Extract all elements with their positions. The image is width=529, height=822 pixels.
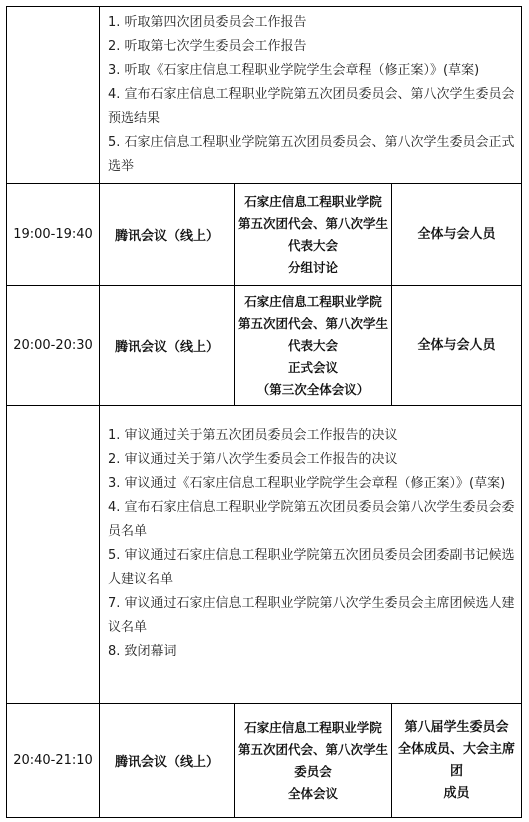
list-item: 4. 宣布石家庄信息工程职业学院第五次团员委员会、第八次学生委员会预选结果 xyxy=(108,87,515,126)
session-people xyxy=(391,184,521,285)
list-item: 1. 审议通过关于第五次团员委员会工作报告的决议 xyxy=(108,428,398,443)
content-line: 第五次团代会、第八次学生 xyxy=(237,215,388,231)
list-item: 5. 石家庄信息工程职业学院第五次团员委员会、第八次学生委员会正式选举 xyxy=(108,135,515,174)
content-line: 委员会 xyxy=(294,763,332,779)
content-line: 代表大会 xyxy=(287,237,338,253)
agenda-table xyxy=(6,6,522,818)
people-line: 第八届学生委员会 xyxy=(404,719,509,735)
session-people xyxy=(391,286,521,405)
session-row xyxy=(7,285,521,405)
content-line: 石家庄信息工程职业学院 xyxy=(244,293,382,309)
content-line: 第五次团代会、第八次学生 xyxy=(237,741,388,757)
session-place: 腾讯会议（线上） xyxy=(99,184,234,285)
list-item: 3. 听取《石家庄信息工程职业学院学生会章程（修正案）》(草案) xyxy=(108,63,480,78)
agenda-row-top xyxy=(7,7,521,183)
session-content xyxy=(234,184,391,285)
content-line: 分组讨论 xyxy=(287,259,338,275)
content-line: 正式会议 xyxy=(287,359,338,375)
people-line: 全体与会人员 xyxy=(417,337,496,353)
session-place: 腾讯会议（线上） xyxy=(99,286,234,405)
content-line: （第三次全体会议） xyxy=(256,381,370,397)
list-item: 2. 审议通过关于第八次学生委员会工作报告的决议 xyxy=(108,452,398,467)
list-item: 3. 审议通过《石家庄信息工程职业学院学生会章程（修正案）》(草案) xyxy=(108,476,506,491)
empty-time-cell xyxy=(7,406,99,703)
content-line: 全体会议 xyxy=(287,785,338,801)
session-time: 20:00-20:30 xyxy=(13,338,93,353)
people-line: 全体成员、大会主席团 xyxy=(397,741,515,779)
people-line: 全体与会人员 xyxy=(417,226,496,242)
session-time: 19:00-19:40 xyxy=(13,227,93,242)
session-content xyxy=(234,704,391,817)
list-item: 8. 致闭幕词 xyxy=(108,644,177,659)
session-place: 腾讯会议（线上） xyxy=(99,704,234,817)
content-line: 石家庄信息工程职业学院 xyxy=(244,193,382,209)
list-item: 4. 宣布石家庄信息工程职业学院第五次团员委员会第八次学生委员会委员名单 xyxy=(108,500,515,539)
empty-time-cell xyxy=(7,7,99,183)
session-content xyxy=(234,286,391,405)
agenda-list-mid xyxy=(99,406,521,703)
list-item: 7. 审议通过石家庄信息工程职业学院第八次学生委员会主席团候选人建议名单 xyxy=(108,596,515,635)
agenda-row-mid xyxy=(7,405,521,703)
session-people xyxy=(391,704,521,817)
session-time: 20:40-21:10 xyxy=(13,753,93,768)
content-line: 代表大会 xyxy=(287,337,338,353)
list-item: 5. 审议通过石家庄信息工程职业学院第五次团员委员会团委副书记候选人建议名单 xyxy=(108,548,515,587)
content-line: 第五次团代会、第八次学生 xyxy=(237,315,388,331)
session-row xyxy=(7,703,521,817)
session-row xyxy=(7,183,521,285)
content-line: 石家庄信息工程职业学院 xyxy=(244,719,382,735)
list-item: 1. 听取第四次团员委员会工作报告 xyxy=(108,15,307,30)
people-line: 成员 xyxy=(443,785,470,801)
list-item: 2. 听取第七次学生委员会工作报告 xyxy=(108,39,307,54)
agenda-list-top xyxy=(99,7,521,183)
